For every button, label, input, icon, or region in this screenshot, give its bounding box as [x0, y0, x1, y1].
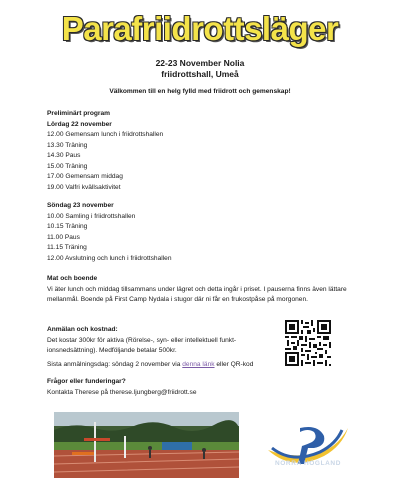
- deadline-suffix: eller QR-kod: [214, 361, 254, 368]
- food-section: [47, 274, 357, 306]
- poster-title: Parafriidrottsläger: [61, 10, 339, 47]
- welcome-text: Välkommen till en helg fylld med friidrott och gemenskap!: [109, 88, 291, 95]
- schedule-item: 13.30 Träning: [47, 141, 88, 149]
- schedule-item: 15.00 Träning: [47, 162, 88, 170]
- event-date: 22-23 November Nolia: [155, 58, 245, 68]
- schedule-item: 12.00 Avslutning och lunch i friidrottshallen: [47, 254, 172, 262]
- schedule-item: 14.30 Paus: [47, 152, 81, 159]
- schedule-item: 17.00 Gemensam middag: [47, 173, 123, 180]
- program-heading: Preliminärt program: [47, 110, 111, 117]
- club-logo: [262, 420, 354, 478]
- questions-section: [47, 377, 197, 398]
- qr-code[interactable]: [285, 320, 331, 366]
- schedule-item: 12.00 Gemensam lunch i friidrottshallen: [47, 131, 164, 138]
- deadline-line: [47, 361, 253, 368]
- program-section: [47, 109, 163, 193]
- schedule-item: 10.15 Träning: [47, 223, 88, 230]
- questions-heading: Frågor eller funderingar?: [47, 378, 126, 385]
- schedule-item: 10.00 Samling i friidrottshallen: [47, 212, 136, 220]
- deadline-text: Sista anmälningsdag: söndag 2 november via: [47, 361, 183, 368]
- event-venue: friidrottshall, Umeå: [161, 69, 239, 79]
- signup-section: [47, 325, 277, 357]
- food-heading: Mat och boende: [47, 275, 98, 282]
- schedule-item: 19.00 Valfri kvällsaktivitet: [47, 183, 121, 191]
- schedule-item: 11.00 Paus: [47, 233, 80, 241]
- signup-text: Det kostar 300kr för aktiva (Rörelse-, syn- eller intellektuell funkt-ionsnedsättning). Medföljande betalar 500kr.: [47, 336, 237, 354]
- schedule-item: 11.15 Träning: [47, 244, 87, 251]
- signup-heading: Anmälan och kostnad:: [47, 326, 118, 333]
- day1-heading: Lördag 22 november: [47, 120, 112, 128]
- food-text: Vi äter lunch och middag tillsammans under lägret och detta ingår i priset. I pauserna finns även lättare mellanmål. Boende på First Camp Nydala i stugor där ni får en frukostpåse på morgonen.: [47, 285, 347, 303]
- contact-text: Kontakta Therese på therese.ljungberg@friidrott.se: [47, 388, 197, 396]
- stadium-photo: [54, 412, 239, 478]
- club-logo-text: NORRA HÖGLAND: [274, 460, 342, 467]
- day2-heading: Söndag 23 november: [47, 202, 114, 209]
- signup-link[interactable]: denna länk: [182, 361, 215, 368]
- day2-section: [47, 201, 172, 264]
